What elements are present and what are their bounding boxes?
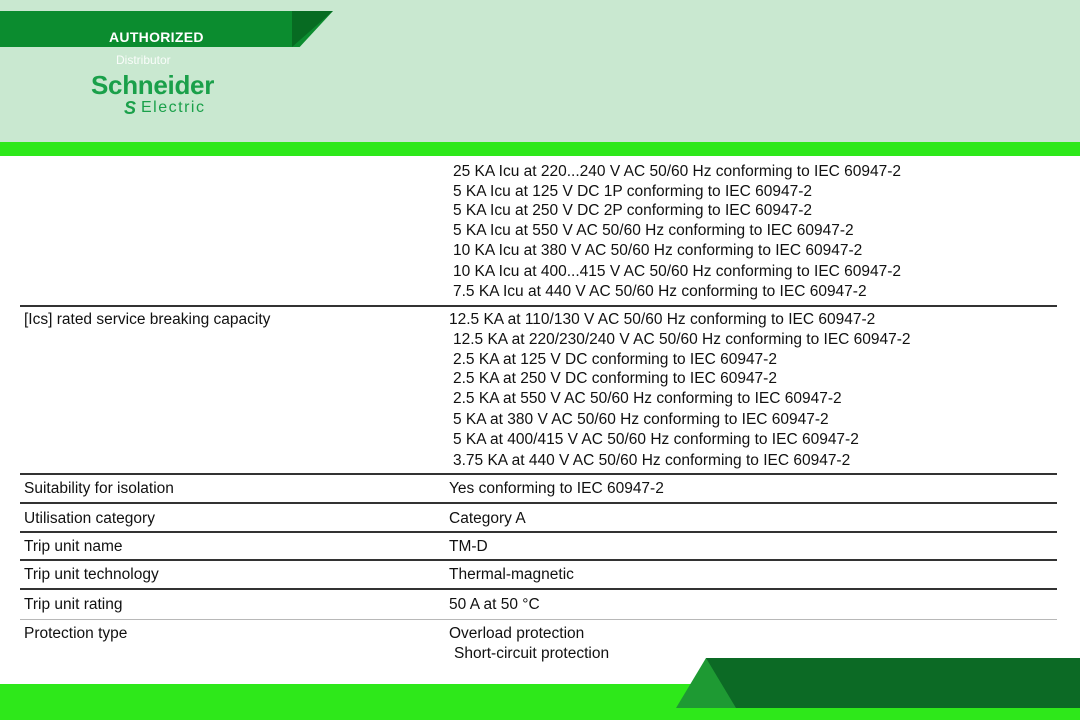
ics-line: 2.5 KA at 550 V AC 50/60 Hz conforming to IEC 60947-2 xyxy=(453,390,842,407)
icu-line: 10 KA Icu at 400...415 V AC 50/60 Hz conforming to IEC 60947-2 xyxy=(453,263,902,280)
ics-label: [Ics] rated service breaking capacity xyxy=(24,311,271,328)
row-label: Trip unit technology xyxy=(24,566,159,583)
corner-accent-dark xyxy=(706,658,1080,708)
ics-line: 2.5 KA at 125 V DC conforming to IEC 60947-2 xyxy=(453,351,777,368)
row-value: Yes conforming to IEC 60947-2 xyxy=(449,480,664,497)
row-label: Suitability for isolation xyxy=(24,480,174,497)
row-label: Utilisation category xyxy=(24,510,155,527)
protection-line: Short-circuit protection xyxy=(454,645,610,662)
top-green-stripe xyxy=(0,142,1080,156)
icu-line: 25 KA Icu at 220...240 V AC 50/60 Hz conforming to IEC 60947-2 xyxy=(453,163,902,180)
protection-line: Overload protection xyxy=(449,625,585,642)
distributor-label: Distributor xyxy=(116,53,171,67)
row-value: Category A xyxy=(449,510,526,527)
row-label: Trip unit rating xyxy=(24,596,123,613)
icu-line: 5 KA Icu at 250 V DC 2P conforming to IEC 60947-2 xyxy=(453,202,813,219)
row-divider xyxy=(20,531,1057,533)
row-value: Thermal-magnetic xyxy=(449,566,574,583)
authorized-label: AUTHORIZED xyxy=(109,29,204,45)
ics-line: 2.5 KA at 250 V DC conforming to IEC 60947-2 xyxy=(453,370,777,387)
schneider-logo-icon: S xyxy=(124,98,137,118)
icu-line: 5 KA Icu at 550 V AC 50/60 Hz conforming to IEC 60947-2 xyxy=(453,222,854,239)
ics-line: 3.75 KA at 440 V AC 50/60 Hz conforming to IEC 60947-2 xyxy=(453,452,851,469)
icu-line: 10 KA Icu at 380 V AC 50/60 Hz conforming to IEC 60947-2 xyxy=(453,242,863,259)
row-divider xyxy=(20,473,1057,475)
ics-line: 12.5 KA at 110/130 V AC 50/60 Hz conforming to IEC 60947-2 xyxy=(449,311,876,328)
header-banner xyxy=(0,0,1080,142)
row-value: TM-D xyxy=(449,538,488,555)
row-divider xyxy=(20,502,1057,504)
ics-line: 5 KA at 400/415 V AC 50/60 Hz conforming to IEC 60947-2 xyxy=(453,431,859,448)
row-divider xyxy=(20,588,1057,590)
ics-line: 12.5 KA at 220/230/240 V AC 50/60 Hz conforming to IEC 60947-2 xyxy=(453,331,911,348)
schneider-logo-name: Schneider xyxy=(91,70,215,100)
icu-line: 5 KA Icu at 125 V DC 1P conforming to IEC 60947-2 xyxy=(453,183,813,200)
spec-table xyxy=(0,156,1080,684)
ics-line: 5 KA at 380 V AC 50/60 Hz conforming to IEC 60947-2 xyxy=(453,411,829,428)
row-value: 50 A at 50 °C xyxy=(449,596,540,613)
protection-label: Protection type xyxy=(24,625,128,642)
row-label: Trip unit name xyxy=(24,538,123,555)
row-divider xyxy=(20,559,1057,561)
row-divider xyxy=(20,305,1057,307)
row-divider xyxy=(20,619,1057,620)
icu-line: 7.5 KA Icu at 440 V AC 50/60 Hz conforming to IEC 60947-2 xyxy=(453,283,867,300)
schneider-logo-sub: Electric xyxy=(141,99,206,116)
